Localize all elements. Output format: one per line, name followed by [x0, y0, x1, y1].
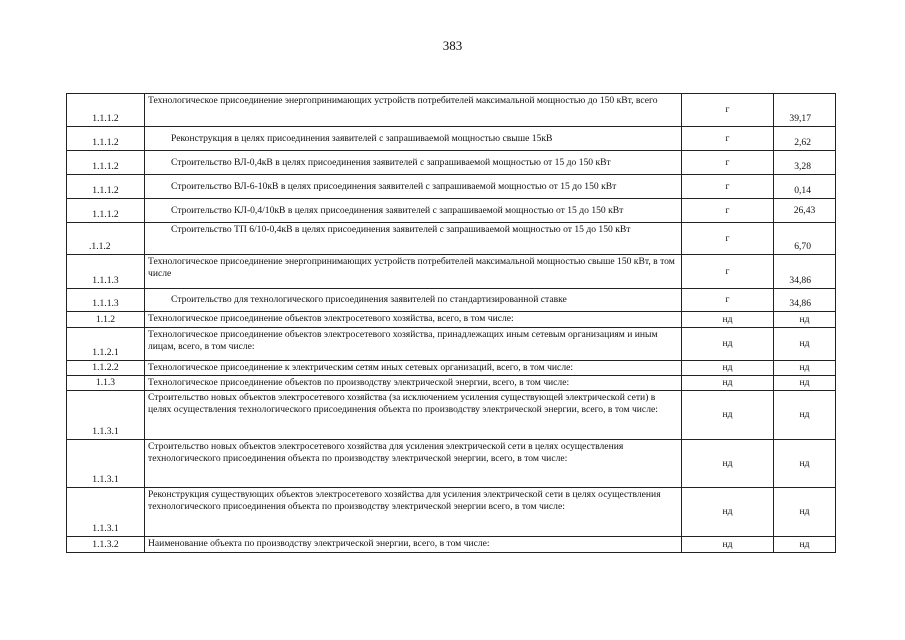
row-description: Строительство КЛ-0,4/10кВ в целях присоединения заявителей с запрашиваемой мощностью от 15 до 150 кВт — [145, 199, 682, 223]
table-row — [67, 175, 836, 199]
row-value: 34,86 — [774, 289, 836, 312]
row-value: 34,86 — [774, 255, 836, 289]
table-row — [67, 289, 836, 312]
row-unit: нд — [682, 361, 774, 376]
row-code: 1.1.2 — [67, 312, 145, 328]
row-description: Технологическое присоединение объектов по производству электрической энергии, всего, в том числе: — [145, 376, 682, 391]
row-code: 1.1.1.3 — [67, 255, 145, 289]
row-description: Строительство для технологического присоединения заявителей по стандартизированной ставке — [145, 289, 682, 312]
row-description: Наименование объекта по производству электрической энергии, всего, в том числе: — [145, 537, 682, 553]
row-value: нд — [774, 537, 836, 553]
row-value: нд — [774, 440, 836, 488]
row-value: нд — [774, 391, 836, 440]
row-description: Строительство ВЛ-6-10кВ в целях присоединения заявителей с запрашиваемой мощностью от 15 до 150 кВт — [145, 175, 682, 199]
row-code: 1.1.1.2 — [67, 94, 145, 127]
table-row — [67, 255, 836, 289]
row-value: нд — [774, 361, 836, 376]
row-description: Строительство новых объектов электросетевого хозяйства (за исключением усиления существующей электрической сети) в целях осуществления технологического присоединения объекта по производству электрической энергии, всего, в том числе: — [145, 391, 682, 440]
table-row — [67, 488, 836, 537]
row-unit: нд — [682, 312, 774, 328]
row-description: Технологическое присоединение к электрическим сетям иных сетевых организаций, всего, в том числе: — [145, 361, 682, 376]
row-code: 1.1.1.2 — [67, 199, 145, 223]
row-unit: г — [682, 223, 774, 255]
row-value: нд — [774, 328, 836, 361]
row-unit: г — [682, 151, 774, 175]
table-row — [67, 376, 836, 391]
row-value: нд — [774, 376, 836, 391]
row-unit: г — [682, 94, 774, 127]
row-unit: нд — [682, 328, 774, 361]
row-code: 1.1.1.2 — [67, 127, 145, 151]
table-row — [67, 94, 836, 127]
page-number: 383 — [442, 38, 463, 53]
row-code: 1.1.1.2 — [67, 175, 145, 199]
row-code: 1.1.3.2 — [67, 537, 145, 553]
table-row — [67, 199, 836, 223]
row-unit: нд — [682, 376, 774, 391]
row-value: нд — [774, 312, 836, 328]
row-description: Технологическое присоединение энергопринимающих устройств потребителей максимальной мощностью до 150 кВт, всего — [145, 94, 682, 127]
table-row — [67, 361, 836, 376]
data-table — [66, 93, 836, 553]
row-description: Технологическое присоединение объектов электросетевого хозяйства, принадлежащих иным сетевым организациям и иным лицам, всего, в том числе: — [145, 328, 682, 361]
table-row — [67, 440, 836, 488]
row-unit: нд — [682, 537, 774, 553]
row-code: 1.1.3 — [67, 376, 145, 391]
row-value: 39,17 — [774, 94, 836, 127]
row-code: 1.1.1.2 — [67, 151, 145, 175]
row-unit: г — [682, 255, 774, 289]
table-row — [67, 127, 836, 151]
row-description: Строительство ВЛ-0,4кВ в целях присоединения заявителей с запрашиваемой мощностью от 15 до 150 кВт — [145, 151, 682, 175]
table-row — [67, 391, 836, 440]
table-row — [67, 328, 836, 361]
row-code: 1.1.2.1 — [67, 328, 145, 361]
row-value: нд — [774, 488, 836, 537]
table-row — [67, 151, 836, 175]
row-unit: г — [682, 175, 774, 199]
table-row — [67, 537, 836, 553]
row-code: 1.1.3.1 — [67, 440, 145, 488]
row-value: 3,28 — [774, 151, 836, 175]
row-unit: нд — [682, 488, 774, 537]
row-unit: г — [682, 289, 774, 312]
row-unit: г — [682, 199, 774, 223]
row-unit: г — [682, 127, 774, 151]
row-value: 26,43 — [774, 199, 836, 223]
row-description: Технологическое присоединение энергопринимающих устройств потребителей максимальной мощностью свыше 150 кВт, в том числе — [145, 255, 682, 289]
row-description: Реконструкция существующих объектов электросетевого хозяйства для усиления электрической сети в целях осуществления технологического присоединения объекта по производству электрической энергии всего, в том числе: — [145, 488, 682, 537]
row-code: 1.1.3.1 — [67, 488, 145, 537]
row-description: Строительство новых объектов электросетевого хозяйства для усиления электрической сети в целях осуществления технологического присоединения объекта по производству электрической энергии, всего, в том числе: — [145, 440, 682, 488]
row-value: 6,70 — [774, 223, 836, 255]
row-unit: нд — [682, 440, 774, 488]
row-code: 1.1.1.3 — [67, 289, 145, 312]
row-code: .1.1.2 — [67, 223, 145, 255]
row-unit: нд — [682, 391, 774, 440]
row-description: Строительство ТП 6/10-0,4кВ в целях присоединения заявителей с запрашиваемой мощностью от 15 до 150 кВт — [145, 223, 682, 255]
row-description: Технологическое присоединение объектов электросетевого хозяйства, всего, в том числе: — [145, 312, 682, 328]
row-description: Реконструкция в целях присоединения заявителей с запрашиваемой мощностью свыше 15кВ — [145, 127, 682, 151]
row-code: 1.1.2.2 — [67, 361, 145, 376]
row-code: 1.1.3.1 — [67, 391, 145, 440]
table-row — [67, 312, 836, 328]
row-value: 0,14 — [774, 175, 836, 199]
row-value: 2,62 — [774, 127, 836, 151]
table-row — [67, 223, 836, 255]
